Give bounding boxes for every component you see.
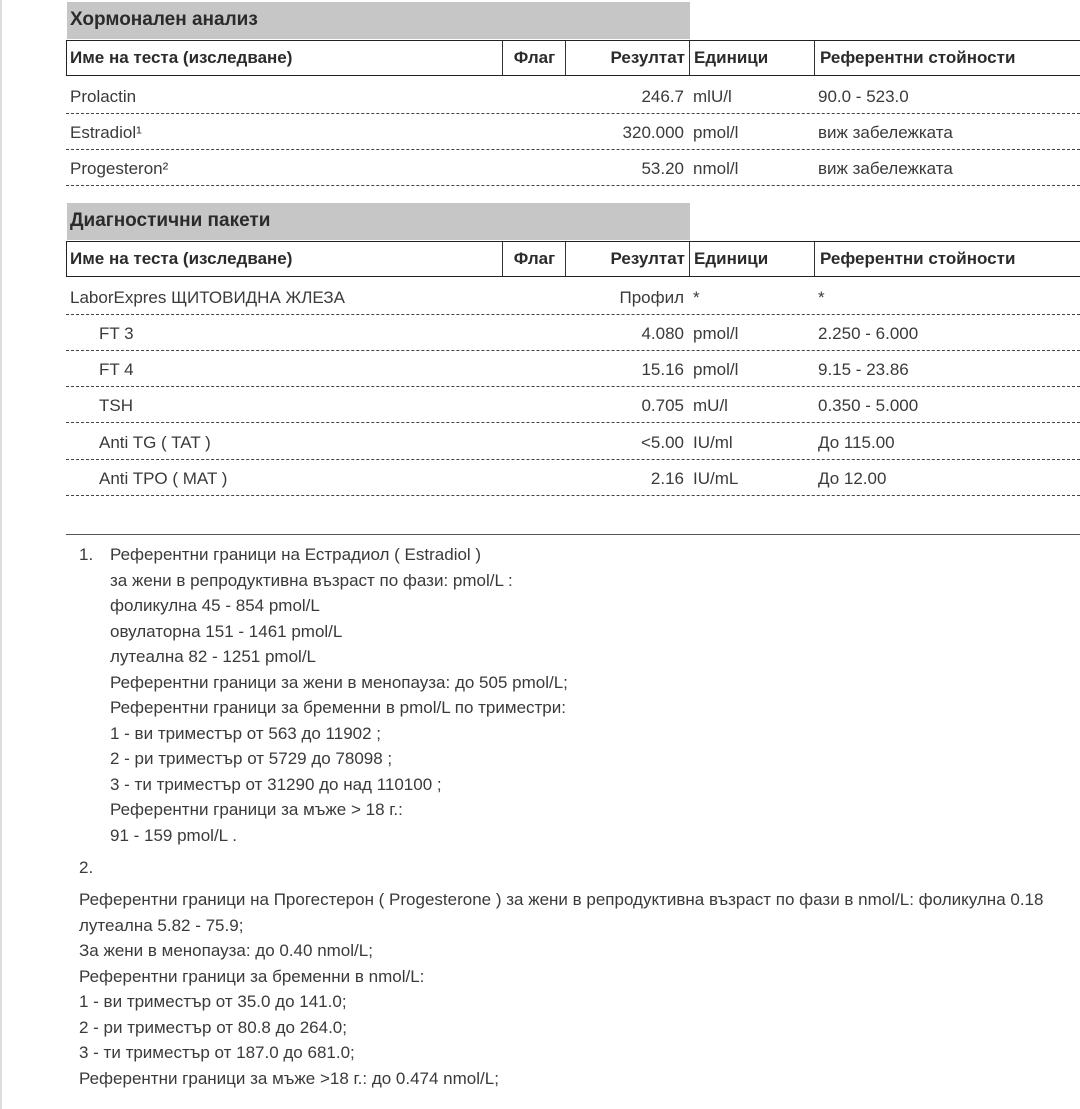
- table-end-divider: [66, 534, 1080, 535]
- table-row: [66, 78, 1080, 114]
- table-row: [66, 387, 1080, 423]
- test-result: 320.000: [622, 123, 684, 142]
- test-result: 53.20: [641, 159, 684, 178]
- note-line: 3 - ти триместър от 31290 до над 110100 ;: [110, 774, 442, 794]
- section-title-hormones: Хормонален анализ: [67, 2, 690, 39]
- note-line: 1 - ви триместър от 35.0 до 141.0;: [79, 992, 347, 1011]
- note-line: Референтни граници за мъже > 18 г.:: [110, 800, 403, 819]
- test-units: pmol/l: [693, 360, 739, 379]
- note-line: 2 - ри триместър от 5729 до 78098 ;: [110, 749, 393, 768]
- table-header-hormones: [66, 40, 1080, 76]
- table-row: [66, 460, 1080, 496]
- test-units: IU/ml: [693, 433, 733, 452]
- table-row: [66, 150, 1080, 186]
- note-line: лутеална 5.82 - 75.9;: [79, 915, 244, 935]
- test-name: FT 3: [99, 324, 134, 343]
- package-name: LaborExpres ЩИТОВИДНА ЖЛЕЗА: [70, 288, 345, 307]
- col-flag-header: Флаг: [502, 41, 566, 75]
- col-result-header: Резултат: [565, 242, 689, 276]
- note-1-text: [110, 542, 568, 848]
- note-1-number: 1.: [79, 545, 94, 564]
- col-flag-header: Флаг: [502, 242, 566, 276]
- table-row: [66, 114, 1080, 150]
- note-line: фоликулна 45 - 854 pmol/L: [110, 596, 320, 615]
- note-line: за жени в репродуктивна възраст по фази: pmol/L :: [110, 570, 513, 590]
- test-units: IU/mL: [693, 469, 739, 488]
- note-line: 91 - 159 pmol/L .: [110, 825, 237, 845]
- page-edge: [0, 0, 2, 1109]
- test-reference: 0.350 - 5.000: [818, 396, 919, 415]
- note-line: овулаторна 151 - 1461 pmol/L: [110, 621, 343, 641]
- note-line: Референтни граници за мъже >18 г.: до 0.474 nmol/L;: [79, 1068, 499, 1088]
- note-line: Референтни граници за жени в менопауза: до 505 pmol/L;: [110, 672, 568, 692]
- test-result: <5.00: [640, 433, 684, 452]
- test-name: Estradiol¹: [70, 123, 142, 142]
- test-result: 4.080: [641, 324, 684, 343]
- test-reference: 2.250 - 6.000: [818, 324, 919, 343]
- col-result-header: Резултат: [565, 41, 689, 75]
- note-2-text: [79, 887, 1043, 1091]
- test-reference: виж забележката: [818, 159, 953, 178]
- test-result: 2.16: [650, 469, 684, 488]
- test-name: Progesteron²: [70, 159, 169, 178]
- test-result: 0.705: [641, 396, 684, 415]
- table-row: [66, 351, 1080, 387]
- test-reference: *: [818, 288, 825, 307]
- test-name: Anti TG ( TAT ): [99, 433, 211, 452]
- test-units: pmol/l: [693, 324, 739, 343]
- col-reference-header: Референтни стойности: [814, 242, 1080, 276]
- col-name-header: Име на теста (изследване): [70, 249, 293, 268]
- test-reference: 9.15 - 23.86: [818, 360, 909, 379]
- test-name: Anti TPO ( MAT ): [99, 469, 228, 488]
- note-line: За жени в менопауза: до 0.40 nmol/L;: [79, 941, 373, 960]
- test-result: 15.16: [641, 360, 684, 379]
- section-title-packages: Диагностични пакети: [67, 203, 690, 240]
- test-units: *: [693, 288, 700, 307]
- test-units: mU/l: [693, 396, 728, 415]
- test-units: nmol/l: [693, 159, 739, 178]
- note-line: 3 - ти триместър от 187.0 до 681.0;: [79, 1043, 355, 1062]
- test-reference: До 115.00: [818, 433, 895, 452]
- test-reference: 90.0 - 523.0: [818, 87, 909, 106]
- table-row: [66, 315, 1080, 351]
- table-header-packages: [66, 241, 1080, 277]
- note-2-number: 2.: [79, 858, 94, 877]
- note-line: 1 - ви триместър от 563 до 11902 ;: [110, 723, 382, 743]
- test-name: Prolactin: [70, 87, 137, 106]
- test-reference: До 12.00: [818, 469, 887, 488]
- test-name: TSH: [99, 396, 133, 415]
- test-units: pmol/l: [693, 123, 739, 142]
- col-name-header: Име на теста (изследване): [70, 48, 293, 67]
- col-units-header: Единици: [689, 41, 814, 75]
- note-line: Референтни граници на Прогестерон ( Progesterone ) за жени в репродуктивна възраст по фази в nmol/L: фоликулна 0.18: [79, 890, 1044, 909]
- test-name: FT 4: [99, 360, 134, 379]
- table-row: [66, 279, 1080, 315]
- col-reference-header: Референтни стойности: [814, 41, 1080, 75]
- table-row: [66, 424, 1080, 460]
- test-reference: виж забележката: [818, 123, 953, 142]
- note-line: 2 - ри триместър от 80.8 до 264.0;: [79, 1017, 347, 1037]
- test-units: mlU/l: [693, 87, 732, 106]
- note-line: лутеална 82 - 1251 pmol/L: [110, 647, 316, 666]
- note-line: Референтни граници за бременни в nmol/L:: [79, 966, 425, 986]
- note-line: Референтни граници за бременни в pmol/L по триместри:: [110, 698, 566, 717]
- test-result: Профил: [619, 288, 684, 307]
- test-result: 246.7: [641, 87, 684, 106]
- col-units-header: Единици: [689, 242, 814, 276]
- note-line: Референтни граници на Естрадиол ( Estradiol ): [110, 545, 482, 564]
